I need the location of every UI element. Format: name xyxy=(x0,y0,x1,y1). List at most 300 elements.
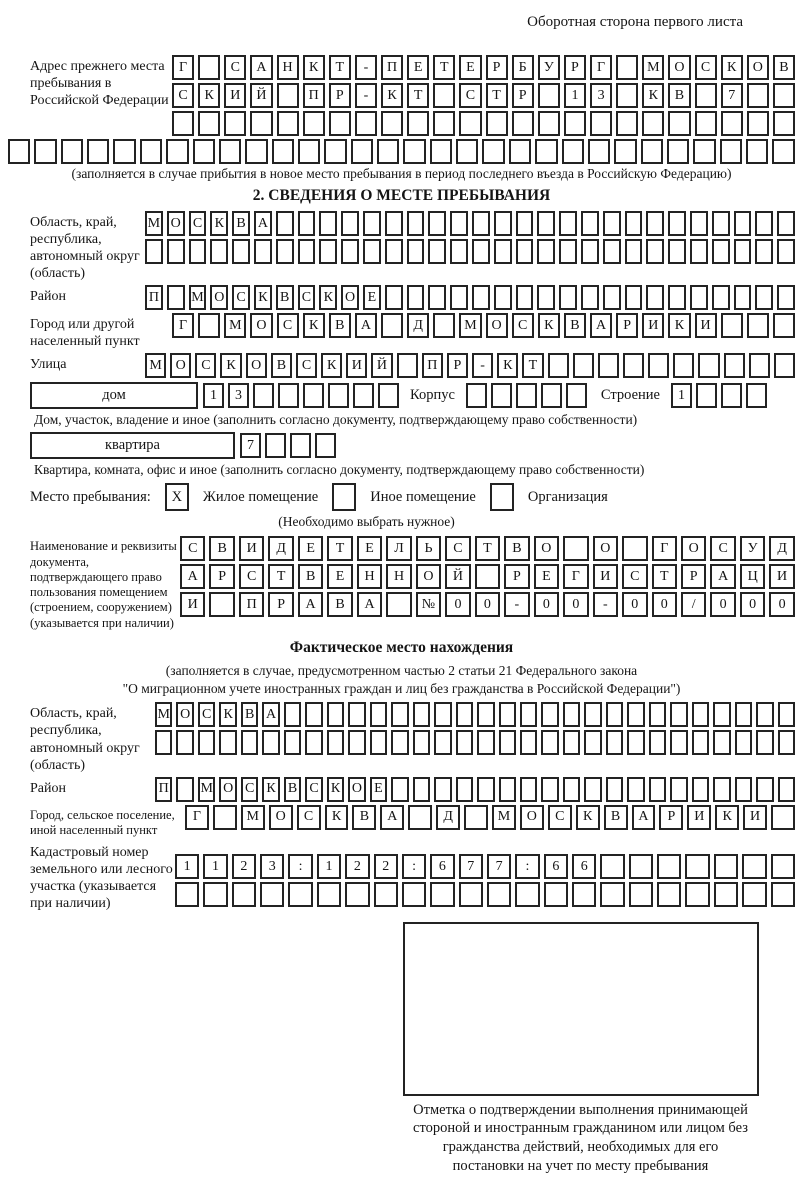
char-cell[interactable] xyxy=(370,702,387,727)
char-cell[interactable] xyxy=(298,211,316,236)
char-cell[interactable] xyxy=(695,83,717,108)
char-cell[interactable] xyxy=(472,239,490,264)
char-cell[interactable]: Д xyxy=(407,313,429,338)
char-cell[interactable] xyxy=(319,239,337,264)
char-cell[interactable]: Т xyxy=(652,564,677,589)
char-cell[interactable] xyxy=(348,702,365,727)
char-cell[interactable] xyxy=(456,730,473,755)
char-cell[interactable] xyxy=(685,854,709,879)
char-cell[interactable]: К xyxy=(210,211,228,236)
char-cell[interactable] xyxy=(456,777,473,802)
char-cell[interactable]: Т xyxy=(327,536,352,561)
char-cell[interactable]: И xyxy=(224,83,246,108)
char-cell[interactable]: Г xyxy=(590,55,612,80)
char-cell[interactable] xyxy=(746,383,767,408)
char-cell[interactable]: С xyxy=(172,83,194,108)
char-cell[interactable] xyxy=(277,111,299,136)
residential-checkbox[interactable]: X xyxy=(165,483,189,511)
char-cell[interactable] xyxy=(520,730,537,755)
char-cell[interactable] xyxy=(428,239,446,264)
char-cell[interactable]: Г xyxy=(172,313,194,338)
char-cell[interactable]: 6 xyxy=(572,854,596,879)
char-cell[interactable]: Р xyxy=(329,83,351,108)
char-cell[interactable] xyxy=(319,211,337,236)
char-cell[interactable] xyxy=(673,353,694,378)
char-cell[interactable]: И xyxy=(769,564,794,589)
char-cell[interactable] xyxy=(581,239,599,264)
char-cell[interactable] xyxy=(627,702,644,727)
char-cell[interactable] xyxy=(755,239,773,264)
char-cell[interactable] xyxy=(327,730,344,755)
char-cell[interactable] xyxy=(747,111,769,136)
char-cell[interactable]: М xyxy=(492,805,516,830)
char-cell[interactable] xyxy=(572,882,596,907)
char-cell[interactable]: Л xyxy=(386,536,411,561)
char-cell[interactable] xyxy=(413,730,430,755)
char-cell[interactable] xyxy=(588,139,610,164)
char-cell[interactable] xyxy=(374,882,398,907)
apartment-type-box[interactable]: квартира xyxy=(30,432,235,459)
char-cell[interactable]: - xyxy=(593,592,618,617)
char-cell[interactable]: И xyxy=(239,536,264,561)
char-cell[interactable] xyxy=(646,239,664,264)
char-cell[interactable] xyxy=(391,777,408,802)
char-cell[interactable] xyxy=(771,854,795,879)
char-cell[interactable] xyxy=(241,730,258,755)
char-cell[interactable] xyxy=(499,730,516,755)
char-cell[interactable] xyxy=(603,211,621,236)
char-cell[interactable] xyxy=(378,383,399,408)
char-cell[interactable]: 1 xyxy=(203,854,227,879)
char-cell[interactable] xyxy=(563,702,580,727)
char-cell[interactable]: О xyxy=(348,777,365,802)
char-cell[interactable] xyxy=(541,702,558,727)
char-cell[interactable] xyxy=(625,211,643,236)
char-cell[interactable] xyxy=(756,777,773,802)
char-cell[interactable] xyxy=(477,702,494,727)
char-cell[interactable]: С xyxy=(241,777,258,802)
char-cell[interactable] xyxy=(290,433,311,458)
char-cell[interactable] xyxy=(189,239,207,264)
char-cell[interactable] xyxy=(559,239,577,264)
char-cell[interactable]: Е xyxy=(459,55,481,80)
char-cell[interactable]: Р xyxy=(447,353,468,378)
char-cell[interactable] xyxy=(494,211,512,236)
char-cell[interactable] xyxy=(537,285,555,310)
char-cell[interactable] xyxy=(622,536,647,561)
char-cell[interactable]: С xyxy=(189,211,207,236)
char-cell[interactable] xyxy=(564,111,586,136)
char-cell[interactable]: С xyxy=(512,313,534,338)
char-cell[interactable]: Е xyxy=(363,285,381,310)
char-cell[interactable] xyxy=(219,139,241,164)
char-cell[interactable]: Р xyxy=(486,55,508,80)
char-cell[interactable] xyxy=(646,285,664,310)
char-cell[interactable] xyxy=(166,139,188,164)
char-cell[interactable] xyxy=(265,433,286,458)
char-cell[interactable] xyxy=(584,702,601,727)
char-cell[interactable] xyxy=(616,83,638,108)
char-cell[interactable] xyxy=(386,592,411,617)
char-cell[interactable] xyxy=(351,139,373,164)
char-cell[interactable]: М xyxy=(155,702,172,727)
char-cell[interactable] xyxy=(288,882,312,907)
char-cell[interactable]: И xyxy=(642,313,664,338)
char-cell[interactable] xyxy=(284,702,301,727)
char-cell[interactable] xyxy=(363,211,381,236)
char-cell[interactable] xyxy=(559,285,577,310)
char-cell[interactable] xyxy=(584,777,601,802)
organization-checkbox[interactable] xyxy=(490,483,514,511)
char-cell[interactable]: А xyxy=(632,805,656,830)
char-cell[interactable] xyxy=(625,239,643,264)
char-cell[interactable]: С xyxy=(297,805,321,830)
char-cell[interactable]: Д xyxy=(436,805,460,830)
char-cell[interactable]: О xyxy=(534,536,559,561)
char-cell[interactable]: 0 xyxy=(445,592,470,617)
char-cell[interactable] xyxy=(475,564,500,589)
char-cell[interactable] xyxy=(407,111,429,136)
char-cell[interactable] xyxy=(213,805,237,830)
char-cell[interactable]: К xyxy=(303,55,325,80)
char-cell[interactable]: С xyxy=(298,285,316,310)
char-cell[interactable]: П xyxy=(303,83,325,108)
char-cell[interactable]: 7 xyxy=(721,83,743,108)
char-cell[interactable]: О xyxy=(246,353,267,378)
char-cell[interactable]: О xyxy=(747,55,769,80)
char-cell[interactable] xyxy=(724,353,745,378)
char-cell[interactable]: С xyxy=(710,536,735,561)
char-cell[interactable]: М xyxy=(241,805,265,830)
char-cell[interactable]: 0 xyxy=(710,592,735,617)
char-cell[interactable] xyxy=(544,882,568,907)
char-cell[interactable] xyxy=(472,211,490,236)
char-cell[interactable] xyxy=(756,702,773,727)
char-cell[interactable]: Р xyxy=(512,83,534,108)
char-cell[interactable] xyxy=(381,111,403,136)
char-cell[interactable] xyxy=(433,83,455,108)
char-cell[interactable]: В xyxy=(271,353,292,378)
char-cell[interactable] xyxy=(430,139,452,164)
char-cell[interactable] xyxy=(646,211,664,236)
char-cell[interactable]: 0 xyxy=(652,592,677,617)
char-cell[interactable]: - xyxy=(504,592,529,617)
char-cell[interactable]: К xyxy=(538,313,560,338)
char-cell[interactable]: К xyxy=(254,285,272,310)
char-cell[interactable]: Б xyxy=(512,55,534,80)
char-cell[interactable]: В xyxy=(668,83,690,108)
char-cell[interactable]: Т xyxy=(407,83,429,108)
char-cell[interactable] xyxy=(408,805,432,830)
char-cell[interactable] xyxy=(317,882,341,907)
char-cell[interactable] xyxy=(315,433,336,458)
char-cell[interactable] xyxy=(606,702,623,727)
char-cell[interactable] xyxy=(690,285,708,310)
char-cell[interactable]: Р xyxy=(504,564,529,589)
char-cell[interactable] xyxy=(262,730,279,755)
char-cell[interactable] xyxy=(713,730,730,755)
char-cell[interactable] xyxy=(642,111,664,136)
char-cell[interactable]: Р xyxy=(209,564,234,589)
char-cell[interactable]: С xyxy=(459,83,481,108)
char-cell[interactable]: К xyxy=(319,285,337,310)
char-cell[interactable] xyxy=(198,730,215,755)
char-cell[interactable]: М xyxy=(224,313,246,338)
char-cell[interactable] xyxy=(341,239,359,264)
char-cell[interactable] xyxy=(616,111,638,136)
char-cell[interactable] xyxy=(627,777,644,802)
char-cell[interactable]: М xyxy=(459,313,481,338)
char-cell[interactable]: 3 xyxy=(590,83,612,108)
char-cell[interactable] xyxy=(657,882,681,907)
char-cell[interactable] xyxy=(629,882,653,907)
char-cell[interactable]: Г xyxy=(185,805,209,830)
char-cell[interactable] xyxy=(198,313,220,338)
char-cell[interactable]: М xyxy=(642,55,664,80)
char-cell[interactable] xyxy=(520,777,537,802)
char-cell[interactable]: О xyxy=(341,285,359,310)
char-cell[interactable] xyxy=(670,777,687,802)
char-cell[interactable] xyxy=(113,139,135,164)
char-cell[interactable]: 3 xyxy=(228,383,249,408)
char-cell[interactable] xyxy=(693,139,715,164)
char-cell[interactable]: Г xyxy=(563,564,588,589)
char-cell[interactable] xyxy=(433,111,455,136)
char-cell[interactable] xyxy=(413,702,430,727)
char-cell[interactable] xyxy=(773,111,795,136)
char-cell[interactable] xyxy=(499,777,516,802)
char-cell[interactable] xyxy=(434,730,451,755)
char-cell[interactable] xyxy=(627,730,644,755)
char-cell[interactable] xyxy=(771,882,795,907)
char-cell[interactable]: 0 xyxy=(563,592,588,617)
char-cell[interactable] xyxy=(649,777,666,802)
char-cell[interactable]: С xyxy=(695,55,717,80)
char-cell[interactable]: С xyxy=(195,353,216,378)
char-cell[interactable]: Ц xyxy=(740,564,765,589)
char-cell[interactable]: К xyxy=(303,313,325,338)
char-cell[interactable]: С xyxy=(232,285,250,310)
char-cell[interactable]: Т xyxy=(486,83,508,108)
char-cell[interactable] xyxy=(145,239,163,264)
char-cell[interactable]: О xyxy=(176,702,193,727)
char-cell[interactable] xyxy=(272,139,294,164)
char-cell[interactable]: В xyxy=(284,777,301,802)
char-cell[interactable] xyxy=(778,777,795,802)
char-cell[interactable] xyxy=(692,702,709,727)
char-cell[interactable] xyxy=(629,854,653,879)
char-cell[interactable] xyxy=(232,882,256,907)
char-cell[interactable] xyxy=(198,111,220,136)
char-cell[interactable] xyxy=(61,139,83,164)
char-cell[interactable]: О xyxy=(167,211,185,236)
char-cell[interactable] xyxy=(450,285,468,310)
char-cell[interactable]: О xyxy=(210,285,228,310)
char-cell[interactable] xyxy=(713,777,730,802)
char-cell[interactable] xyxy=(477,730,494,755)
char-cell[interactable] xyxy=(600,882,624,907)
char-cell[interactable] xyxy=(749,353,770,378)
char-cell[interactable]: О xyxy=(668,55,690,80)
char-cell[interactable] xyxy=(714,882,738,907)
char-cell[interactable] xyxy=(466,383,487,408)
char-cell[interactable]: 2 xyxy=(374,854,398,879)
char-cell[interactable] xyxy=(541,383,562,408)
char-cell[interactable] xyxy=(459,111,481,136)
char-cell[interactable]: Й xyxy=(371,353,392,378)
char-cell[interactable] xyxy=(433,313,455,338)
char-cell[interactable]: А xyxy=(180,564,205,589)
char-cell[interactable] xyxy=(327,702,344,727)
other-premises-checkbox[interactable] xyxy=(332,483,356,511)
char-cell[interactable] xyxy=(176,730,193,755)
char-cell[interactable] xyxy=(203,882,227,907)
char-cell[interactable]: П xyxy=(381,55,403,80)
char-cell[interactable] xyxy=(486,111,508,136)
char-cell[interactable] xyxy=(573,353,594,378)
char-cell[interactable]: В xyxy=(329,313,351,338)
char-cell[interactable] xyxy=(456,139,478,164)
char-cell[interactable]: М xyxy=(198,777,215,802)
char-cell[interactable] xyxy=(535,139,557,164)
char-cell[interactable]: В xyxy=(298,564,323,589)
char-cell[interactable] xyxy=(690,239,708,264)
char-cell[interactable] xyxy=(742,882,766,907)
char-cell[interactable] xyxy=(516,211,534,236)
char-cell[interactable] xyxy=(278,383,299,408)
char-cell[interactable] xyxy=(245,139,267,164)
char-cell[interactable] xyxy=(428,285,446,310)
char-cell[interactable]: 1 xyxy=(564,83,586,108)
char-cell[interactable] xyxy=(670,702,687,727)
char-cell[interactable]: О xyxy=(416,564,441,589)
char-cell[interactable] xyxy=(407,239,425,264)
char-cell[interactable] xyxy=(667,139,689,164)
char-cell[interactable] xyxy=(391,730,408,755)
char-cell[interactable] xyxy=(370,730,387,755)
char-cell[interactable] xyxy=(778,702,795,727)
char-cell[interactable] xyxy=(777,285,795,310)
char-cell[interactable] xyxy=(232,239,250,264)
char-cell[interactable]: А xyxy=(590,313,612,338)
char-cell[interactable]: Т xyxy=(268,564,293,589)
char-cell[interactable]: К xyxy=(262,777,279,802)
char-cell[interactable]: / xyxy=(681,592,706,617)
char-cell[interactable]: Й xyxy=(445,564,470,589)
char-cell[interactable] xyxy=(515,882,539,907)
char-cell[interactable]: В xyxy=(773,55,795,80)
char-cell[interactable]: - xyxy=(355,83,377,108)
char-cell[interactable] xyxy=(209,592,234,617)
char-cell[interactable]: К xyxy=(381,83,403,108)
char-cell[interactable] xyxy=(87,139,109,164)
char-cell[interactable] xyxy=(520,702,537,727)
char-cell[interactable] xyxy=(734,285,752,310)
char-cell[interactable]: Р xyxy=(564,55,586,80)
char-cell[interactable] xyxy=(8,139,30,164)
char-cell[interactable] xyxy=(464,805,488,830)
char-cell[interactable] xyxy=(391,702,408,727)
char-cell[interactable]: В xyxy=(352,805,376,830)
char-cell[interactable] xyxy=(735,777,752,802)
char-cell[interactable]: У xyxy=(538,55,560,80)
char-cell[interactable] xyxy=(210,239,228,264)
char-cell[interactable]: И xyxy=(180,592,205,617)
char-cell[interactable]: В xyxy=(276,285,294,310)
char-cell[interactable] xyxy=(385,239,403,264)
char-cell[interactable]: 6 xyxy=(544,854,568,879)
char-cell[interactable]: П xyxy=(155,777,172,802)
char-cell[interactable] xyxy=(277,83,299,108)
char-cell[interactable] xyxy=(541,730,558,755)
char-cell[interactable] xyxy=(224,111,246,136)
char-cell[interactable]: М xyxy=(189,285,207,310)
char-cell[interactable]: К xyxy=(642,83,664,108)
char-cell[interactable] xyxy=(559,211,577,236)
char-cell[interactable]: Н xyxy=(277,55,299,80)
char-cell[interactable]: А xyxy=(254,211,272,236)
char-cell[interactable] xyxy=(692,777,709,802)
char-cell[interactable] xyxy=(198,55,220,80)
char-cell[interactable] xyxy=(254,239,272,264)
char-cell[interactable]: 1 xyxy=(317,854,341,879)
char-cell[interactable] xyxy=(598,353,619,378)
char-cell[interactable] xyxy=(777,239,795,264)
char-cell[interactable]: 0 xyxy=(769,592,794,617)
char-cell[interactable]: : xyxy=(515,854,539,879)
char-cell[interactable]: К xyxy=(576,805,600,830)
char-cell[interactable] xyxy=(155,730,172,755)
char-cell[interactable] xyxy=(172,111,194,136)
char-cell[interactable]: К xyxy=(721,55,743,80)
char-cell[interactable]: М xyxy=(145,211,163,236)
char-cell[interactable]: О xyxy=(486,313,508,338)
char-cell[interactable] xyxy=(298,139,320,164)
char-cell[interactable] xyxy=(430,882,454,907)
char-cell[interactable] xyxy=(456,702,473,727)
char-cell[interactable] xyxy=(381,313,403,338)
char-cell[interactable]: № xyxy=(416,592,441,617)
char-cell[interactable] xyxy=(509,139,531,164)
char-cell[interactable]: О xyxy=(170,353,191,378)
char-cell[interactable] xyxy=(250,111,272,136)
char-cell[interactable] xyxy=(328,383,349,408)
char-cell[interactable] xyxy=(537,211,555,236)
char-cell[interactable] xyxy=(685,882,709,907)
char-cell[interactable]: В xyxy=(241,702,258,727)
char-cell[interactable] xyxy=(696,383,717,408)
char-cell[interactable]: К xyxy=(327,777,344,802)
char-cell[interactable] xyxy=(385,211,403,236)
char-cell[interactable]: 6 xyxy=(430,854,454,879)
char-cell[interactable] xyxy=(324,139,346,164)
char-cell[interactable] xyxy=(355,111,377,136)
char-cell[interactable] xyxy=(276,239,294,264)
char-cell[interactable] xyxy=(777,211,795,236)
char-cell[interactable]: А xyxy=(357,592,382,617)
char-cell[interactable]: 0 xyxy=(740,592,765,617)
char-cell[interactable] xyxy=(516,383,537,408)
char-cell[interactable]: П xyxy=(145,285,163,310)
char-cell[interactable]: А xyxy=(250,55,272,80)
char-cell[interactable] xyxy=(747,313,769,338)
char-cell[interactable]: Е xyxy=(327,564,352,589)
char-cell[interactable]: О xyxy=(269,805,293,830)
char-cell[interactable]: А xyxy=(710,564,735,589)
char-cell[interactable] xyxy=(747,83,769,108)
char-cell[interactable] xyxy=(713,702,730,727)
char-cell[interactable]: Е xyxy=(407,55,429,80)
